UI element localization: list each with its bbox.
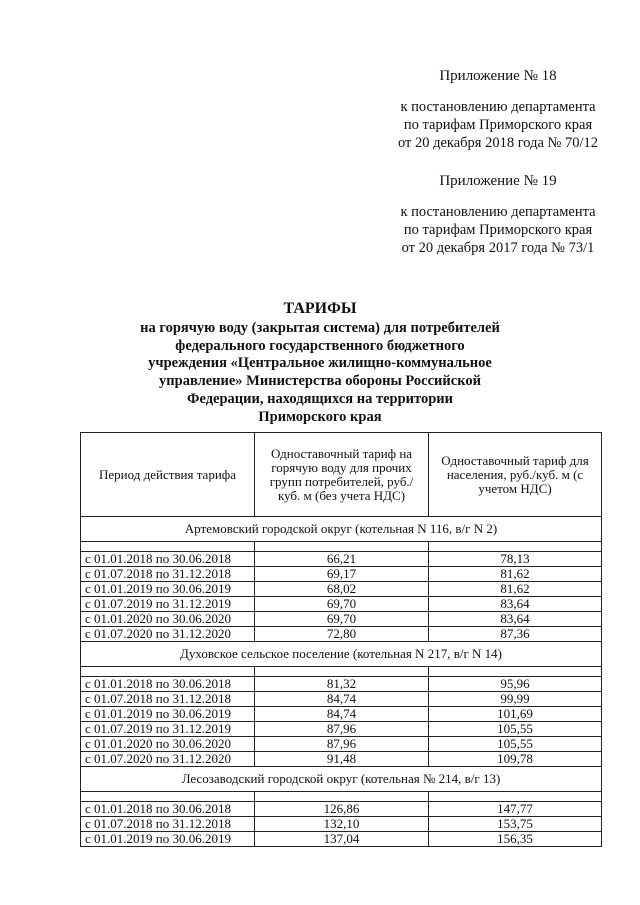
other-tariff-cell: 69,17 (255, 567, 429, 582)
other-tariff-cell: 81,32 (255, 677, 429, 692)
period-cell: с 01.07.2019 по 31.12.2019 (81, 722, 255, 737)
table-row (81, 752, 602, 767)
subtitle-line-1: на горячую воду (закрытая система) для потребителей (140, 319, 500, 336)
other-tariff-cell: 132,10 (255, 817, 429, 832)
population-tariff-cell: 156,35 (429, 832, 602, 847)
spacer-cell (255, 667, 429, 677)
period-cell: с 01.01.2018 по 30.06.2018 (81, 552, 255, 567)
table-row (81, 802, 602, 817)
header-other-tariff: Одноставочный тариф на горячую воду для прочих групп потребителей, руб./куб. м (без учета НДС) (255, 433, 429, 517)
table-row (81, 552, 602, 567)
population-tariff-cell: 147,77 (429, 802, 602, 817)
table-body (81, 517, 602, 847)
other-tariff-cell: 87,96 (255, 722, 429, 737)
table-row (81, 677, 602, 692)
spacer-cell (429, 792, 602, 802)
period-cell: с 01.07.2018 по 31.12.2018 (81, 817, 255, 832)
spacer-cell (429, 542, 602, 552)
period-cell: с 01.07.2019 по 31.12.2019 (81, 597, 255, 612)
header-population-tariff: Одноставочный тариф для населения, руб./куб. м (с учетом НДС) (429, 433, 602, 517)
period-cell: с 01.01.2018 по 30.06.2018 (81, 802, 255, 817)
spacer-row (81, 667, 602, 677)
spacer-cell (81, 667, 255, 677)
spacer-cell (81, 792, 255, 802)
other-tariff-cell: 84,74 (255, 707, 429, 722)
attachment-19-number: Приложение № 19 (439, 173, 557, 189)
table-row (81, 817, 602, 832)
table-row (81, 597, 602, 612)
table-row (81, 722, 602, 737)
spacer-row (81, 542, 602, 552)
population-tariff-cell: 99,99 (429, 692, 602, 707)
table-row (81, 737, 602, 752)
section-row (81, 517, 602, 542)
population-tariff-cell: 95,96 (429, 677, 602, 692)
other-tariff-cell: 66,21 (255, 552, 429, 567)
table-row (81, 612, 602, 627)
attachment-19-line-3: от 20 декабря 2017 года № 73/1 (401, 240, 595, 256)
population-tariff-cell: 153,75 (429, 817, 602, 832)
population-tariff-cell: 81,62 (429, 582, 602, 597)
population-tariff-cell: 105,55 (429, 737, 602, 752)
table-row (81, 832, 602, 847)
period-cell: с 01.01.2020 по 30.06.2020 (81, 737, 255, 752)
attachment-18-line-3: от 20 декабря 2018 года № 70/12 (397, 135, 599, 151)
other-tariff-cell: 126,86 (255, 802, 429, 817)
other-tariff-cell: 91,48 (255, 752, 429, 767)
period-cell: с 01.07.2020 по 31.12.2020 (81, 627, 255, 642)
header-period: Период действия тарифа (81, 433, 255, 517)
population-tariff-cell: 105,55 (429, 722, 602, 737)
table-row (81, 707, 602, 722)
spacer-row (81, 792, 602, 802)
other-tariff-cell: 84,74 (255, 692, 429, 707)
attachment-18-block (378, 67, 618, 152)
population-tariff-cell: 87,36 (429, 627, 602, 642)
period-cell: с 01.01.2018 по 30.06.2018 (81, 677, 255, 692)
section-row (81, 642, 602, 667)
population-tariff-cell: 81,62 (429, 567, 602, 582)
subtitle-line-3: учреждения «Центральное жилищно-коммунальное (148, 355, 492, 372)
population-tariff-cell: 109,78 (429, 752, 602, 767)
table-header-row (81, 433, 602, 517)
period-cell: с 01.01.2019 по 30.06.2019 (81, 707, 255, 722)
title-main: ТАРИФЫ (283, 300, 357, 317)
tariffs-table (80, 432, 602, 847)
period-cell: с 01.07.2018 по 31.12.2018 (81, 567, 255, 582)
section-title: Лесозаводский городской округ (котельная № 214, в/г 13) (81, 767, 602, 792)
period-cell: с 01.07.2018 по 31.12.2018 (81, 692, 255, 707)
population-tariff-cell: 78,13 (429, 552, 602, 567)
spacer-cell (255, 792, 429, 802)
other-tariff-cell: 87,96 (255, 737, 429, 752)
population-tariff-cell: 83,64 (429, 597, 602, 612)
population-tariff-cell: 101,69 (429, 707, 602, 722)
attachment-19-line-2: по тарифам Приморского края (403, 222, 593, 238)
subtitle-line-6: Приморского края (258, 408, 382, 425)
section-title: Духовское сельское поселение (котельная N 217, в/г N 14) (81, 642, 602, 667)
period-cell: с 01.07.2020 по 31.12.2020 (81, 752, 255, 767)
table-row (81, 567, 602, 582)
attachment-19-block (378, 172, 618, 257)
subtitle-line-5: Федерации, находящихся на территории (187, 390, 453, 407)
document-title (120, 300, 520, 427)
attachment-18-number: Приложение № 18 (439, 68, 557, 84)
attachment-18-line-1: к постановлению департамента (400, 99, 596, 115)
table-row (81, 627, 602, 642)
section-row (81, 767, 602, 792)
other-tariff-cell: 68,02 (255, 582, 429, 597)
attachment-18-line-2: по тарифам Приморского края (403, 117, 593, 133)
other-tariff-cell: 69,70 (255, 597, 429, 612)
other-tariff-cell: 72,80 (255, 627, 429, 642)
spacer-cell (429, 667, 602, 677)
period-cell: с 01.01.2019 по 30.06.2019 (81, 582, 255, 597)
attachment-19-line-1: к постановлению департамента (400, 204, 596, 220)
period-cell: с 01.01.2020 по 30.06.2020 (81, 612, 255, 627)
table-row (81, 582, 602, 597)
subtitle-line-2: федерального государственного бюджетного (175, 337, 465, 354)
table-row (81, 692, 602, 707)
other-tariff-cell: 69,70 (255, 612, 429, 627)
section-title: Артемовский городской округ (котельная N 116, в/г N 2) (81, 517, 602, 542)
spacer-cell (255, 542, 429, 552)
period-cell: с 01.01.2019 по 30.06.2019 (81, 832, 255, 847)
population-tariff-cell: 83,64 (429, 612, 602, 627)
spacer-cell (81, 542, 255, 552)
other-tariff-cell: 137,04 (255, 832, 429, 847)
subtitle-line-4: управление» Министерства обороны Российской (159, 373, 481, 390)
